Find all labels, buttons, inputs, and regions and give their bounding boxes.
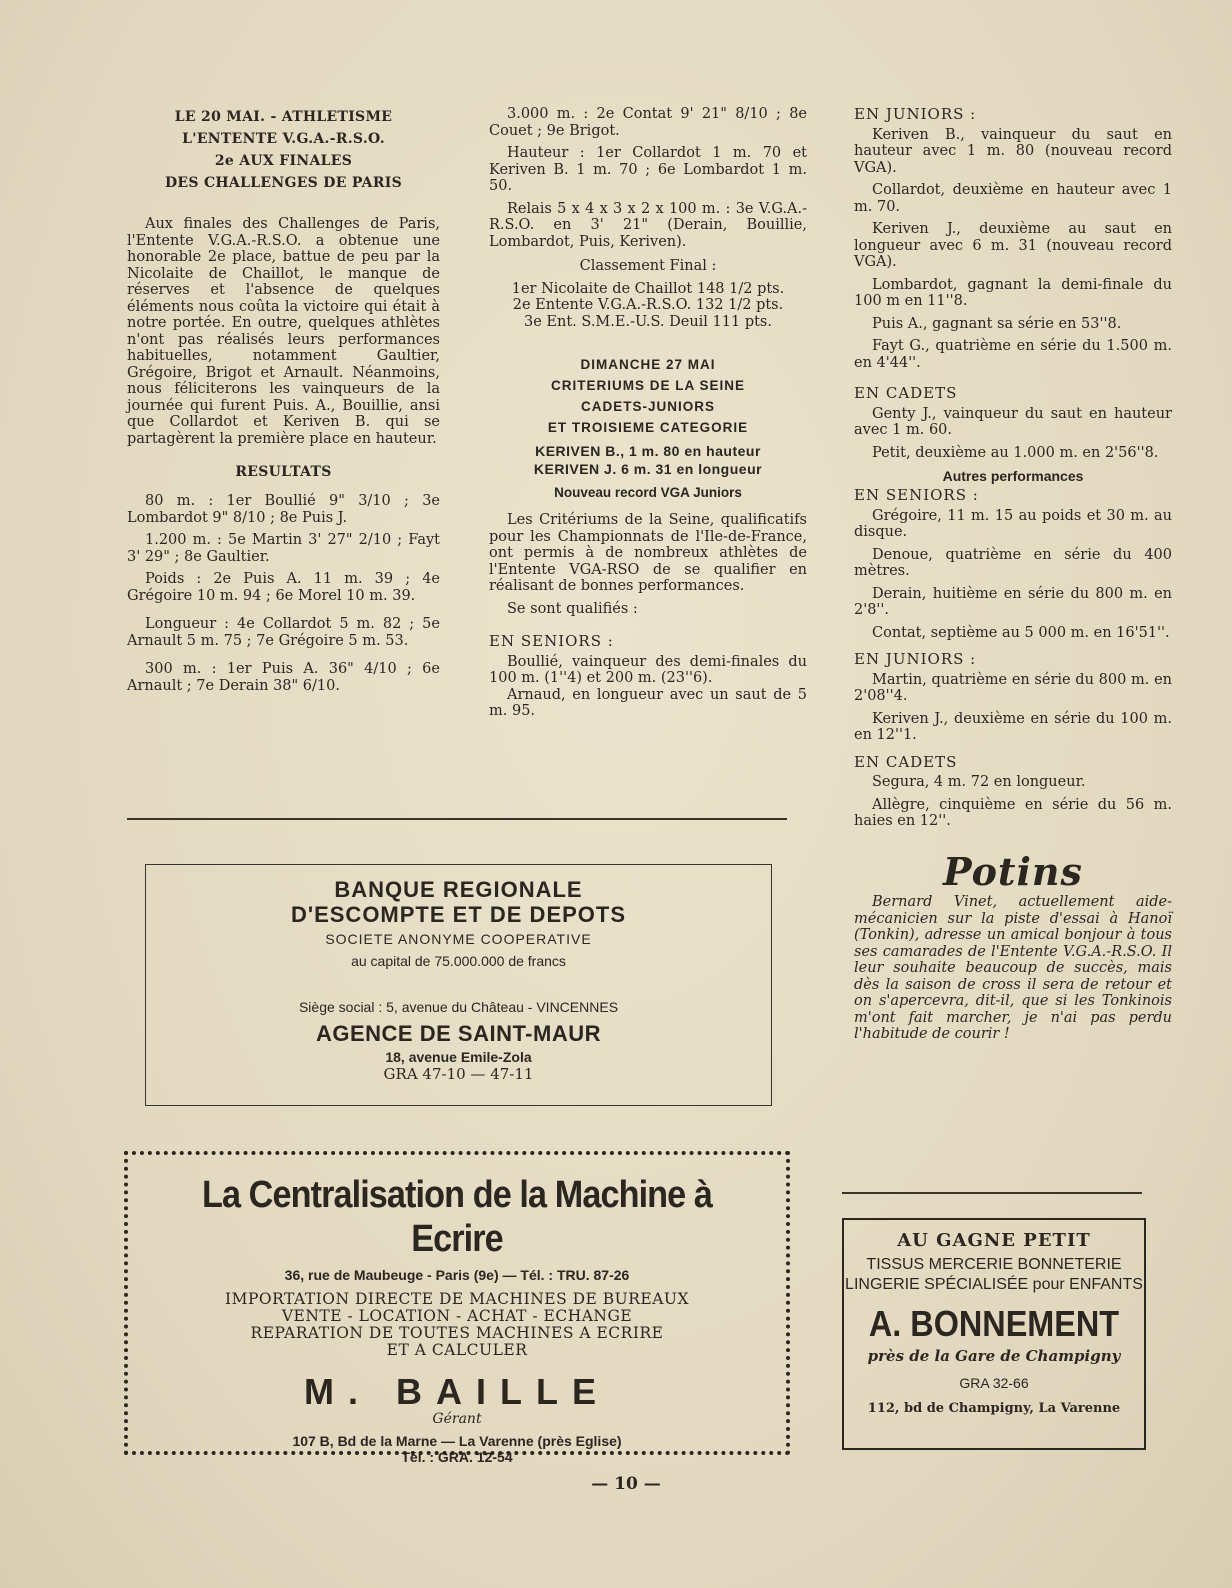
senior-line: Boullié, vainqueur des demi-finales du 100 m. (1''4) et 200 m. (23''6). <box>489 653 807 686</box>
headline-athletisme <box>127 106 440 194</box>
result-line: Hauteur : 1er Collardot 1 m. 70 et Keriven B. 1 m. 70 ; 6e Lombardot 1 m. 50. <box>489 145 807 194</box>
ad-gagne-line: LINGERIE SPÉCIALISÉE pour ENFANTS <box>845 1276 1143 1293</box>
cadet-line: Petit, deuxième au 1.000 m. en 2'56''8. <box>872 444 1159 461</box>
headline-line: L'ENTENTE V.G.A.-R.S.O. <box>182 131 385 147</box>
ad-gagne-petit <box>842 1218 1146 1450</box>
cadets2-title: EN CADETS <box>854 752 958 771</box>
intro-paragraph: Aux finales des Challenges de Paris, l'Entente V.G.A.-R.S.O. a obtenue une honorable 2e place, battue de peu par la Nicolaite de Chaillot, le manque de réserves et l'absence de quelques éléments nous coûta la victoire qui était à notre portée. En outre, quelques athlètes n'ont pas réalisés leurs performances habituelles, notamment Gaultier, Grégoire, Brigot et Arnault. Néanmoins, nous féliciterons les vainqueurs de la journée qui furent Puis. A., Bouillie, ansi que Collardot et Keriven B. qui se partagèrent la première place en hauteur. <box>127 216 440 447</box>
ad-machine-line: VENTE - LOCATION - ACHAT - ECHANGE <box>281 1307 633 1325</box>
senior2-line: Grégoire, 11 m. 15 au poids et 30 m. au disque. <box>854 507 1172 540</box>
ad-banque-name2: D'ESCOMPTE ET DE DEPOTS <box>290 902 627 927</box>
result-line: 80 m. : 1er Boullié 9" 3/10 ; 3e Lombardot 9" 8/10 ; 8e Puis J. <box>127 493 440 526</box>
junior-line: Keriven B., vainqueur du saut en hauteur avec 1 m. 80 (nouveau record VGA). <box>854 126 1172 176</box>
ad-gagne-near: près de la Gare de Champigny <box>867 1347 1121 1365</box>
headline-line: 2e AUX FINALES <box>214 153 353 169</box>
result-line: Longueur : 4e Collardot 5 m. 82 ; 5e Arnault 5 m. 75 ; 7e Grégoire 5 m. 53. <box>127 616 440 649</box>
ad-gagne-phone: GRA 32-66 <box>959 1375 1029 1391</box>
autres-title: Autres performances <box>942 468 1084 484</box>
juniors-title: EN JUNIORS : <box>854 105 977 123</box>
ad-machine-address2: 107 B, Bd de la Marne — La Varenne (près Eglise) <box>292 1433 622 1449</box>
seniors2-title: EN SENIORS : <box>854 486 979 504</box>
cadet2-line: Segura, 4 m. 72 en longueur. <box>872 774 1086 790</box>
ad-machine-role: Gérant <box>432 1411 482 1427</box>
ad-machine-phone: Tél. : GRA. 12-54 <box>401 1449 513 1465</box>
record-line: KERIVEN B., 1 m. 80 en hauteur <box>535 443 761 459</box>
ad-gagne-address: 112, bd de Champigny, La Varenne <box>867 1401 1121 1416</box>
column-qualifies <box>854 106 1172 1043</box>
page-number: — 10 — <box>591 1474 661 1494</box>
junior2-line: Martin, quatrième en série du 800 m. en 2'08''4. <box>854 671 1172 704</box>
potins-title: Potins <box>943 848 1083 894</box>
divider <box>842 1192 1142 1194</box>
headline-line: CADETS-JUNIORS <box>580 399 715 414</box>
junior-line: Fayt G., quatrième en série du 1.500 m. en 4'44''. <box>854 338 1172 371</box>
ad-banque-capital: au capital de 75.000.000 de francs <box>351 953 566 969</box>
ad-banque-siege: Siège social : 5, avenue du Château - VINCENNES <box>298 999 619 1015</box>
headline-line: DIMANCHE 27 MAI <box>580 357 716 372</box>
ad-banque-phone: GRA 47-10 — 47-11 <box>383 1065 534 1083</box>
record-label: Nouveau record VGA Juniors <box>554 485 742 500</box>
record-line: KERIVEN J. 6 m. 31 en longueur <box>533 461 763 477</box>
ad-gagne-name: AU GAGNE PETIT <box>897 1230 1091 1251</box>
ad-machine-manager: M. BAILLE <box>304 1371 610 1412</box>
classement-line: 3e Ent. S.M.E.-U.S. Deuil 111 pts. <box>524 313 772 330</box>
qualified-label: Se sont qualifiés : <box>507 600 638 617</box>
ad-banque-agence: AGENCE DE SAINT-MAUR <box>315 1021 601 1046</box>
senior-line: Arnaud, en longueur avec un saut de 5 m. 95. <box>489 686 807 719</box>
cadet-line: Genty J., vainqueur du saut en hauteur avec 1 m. 60. <box>854 405 1172 438</box>
result-line: Poids : 2e Puis A. 11 m. 39 ; 4e Grégoire 10 m. 94 ; 6e Morel 10 m. 39. <box>127 571 440 604</box>
headline-line: DES CHALLENGES DE PARIS <box>164 175 403 191</box>
results-title: RESULTATS <box>235 464 332 480</box>
ad-machine-ecrire <box>124 1151 790 1465</box>
ad-banque-type: SOCIETE ANONYME COOPERATIVE <box>325 931 592 947</box>
ad-machine-name: La Centralisation de la Machine à Ecrire <box>201 1174 713 1260</box>
ad-machine-line: ET A CALCULER <box>386 1341 528 1359</box>
ad-gagne-owner: A. BONNEMENT <box>868 1303 1120 1344</box>
classement-line: 1er Nicolaite de Chaillot 148 1/2 pts. <box>511 280 785 297</box>
junior2-line: Keriven J., deuxième en série du 100 m. en 12''1. <box>854 710 1172 743</box>
column-criteriums <box>489 106 807 726</box>
headline-line: CRITERIUMS DE LA SEINE <box>550 378 745 393</box>
column-athletisme <box>127 106 440 700</box>
junior-line: Collardot, deuxième en hauteur avec 1 m. 70. <box>854 182 1172 215</box>
seniors-title: EN SENIORS : <box>489 632 614 650</box>
junior-line: Keriven J., deuxième au saut en longueur avec 6 m. 31 (nouveau record VGA). <box>854 221 1172 270</box>
potins-text: Bernard Vinet, actuellement aide-mécanicien sur la piste d'essai à Hanoï (Tonkin), adresse un amical bonjour à tous ses camarades de l'Entente V.G.A.-R.S.O. Il leur souhaite beaucoup de succès, mais dès la saison de cross il sera de retour et on s'apercevra, dit-il, que si les Tonkinois m'ont fait marcher, je n'ai pas perdu l'habitude de courir ! <box>854 894 1172 1042</box>
junior-line: Lombardot, gagnant la demi-finale du 100 m en 11''8. <box>854 276 1172 309</box>
result-line: Relais 5 x 4 x 3 x 2 x 100 m. : 3e V.G.A.-R.S.O. en 3' 21" (Derain, Bouillie, Lombardot, Puis, Keriven). <box>489 200 807 250</box>
headline-criteriums <box>489 354 807 438</box>
classement-title: Classement Final : <box>579 258 717 274</box>
headline-line: LE 20 MAI. - ATHLETISME <box>174 109 393 125</box>
divider <box>127 818 787 820</box>
ad-banque-address: 18, avenue Emile-Zola <box>385 1049 532 1065</box>
senior2-line: Contat, septième au 5 000 m. en 16'51''. <box>872 624 1170 641</box>
cadets-title: EN CADETS <box>854 384 958 402</box>
ad-banque-name: BANQUE REGIONALE <box>334 877 583 902</box>
ad-banque <box>145 864 772 1106</box>
senior2-line: Derain, huitième en série du 800 m. en 2'8''. <box>854 585 1172 618</box>
ad-machine-line: REPARATION DE TOUTES MACHINES A ECRIRE <box>250 1324 664 1342</box>
classement-line: 2e Entente V.G.A.-R.S.O. 132 1/2 pts. <box>512 297 784 313</box>
ad-machine-line: IMPORTATION DIRECTE DE MACHINES DE BUREAUX <box>224 1290 690 1308</box>
junior-line: Puis A., gagnant sa série en 53''8. <box>872 315 1122 332</box>
ad-gagne-line: TISSUS MERCERIE BONNETERIE <box>866 1256 1122 1273</box>
result-line: 3.000 m. : 2e Contat 9' 21" 8/10 ; 8e Couet ; 9e Brigot. <box>489 106 807 139</box>
senior2-line: Denoue, quatrième en série du 400 mètres. <box>854 546 1172 579</box>
juniors2-title: EN JUNIORS : <box>854 650 977 668</box>
ad-machine-address: 36, rue de Maubeuge - Paris (9e) — Tél. : TRU. 87-26 <box>284 1267 630 1283</box>
result-line: 1.200 m. : 5e Martin 3' 27" 2/10 ; Fayt 3' 29" ; 8e Gaultier. <box>127 532 440 565</box>
criteriums-intro: Les Critériums de la Seine, qualificatifs pour les Championnats de l'Ile-de-France, ont permis à de nombreux athlètes de l'Entente VGA-RSO de se qualifier en réalisant de bonnes performances. <box>489 512 807 594</box>
headline-line: ET TROISIEME CATEGORIE <box>547 420 749 435</box>
cadet2-line: Allègre, cinquième en série du 56 m. haies en 12''. <box>854 796 1172 829</box>
result-line: 300 m. : 1er Puis A. 36" 4/10 ; 6e Arnault ; 7e Derain 38" 6/10. <box>127 661 440 694</box>
